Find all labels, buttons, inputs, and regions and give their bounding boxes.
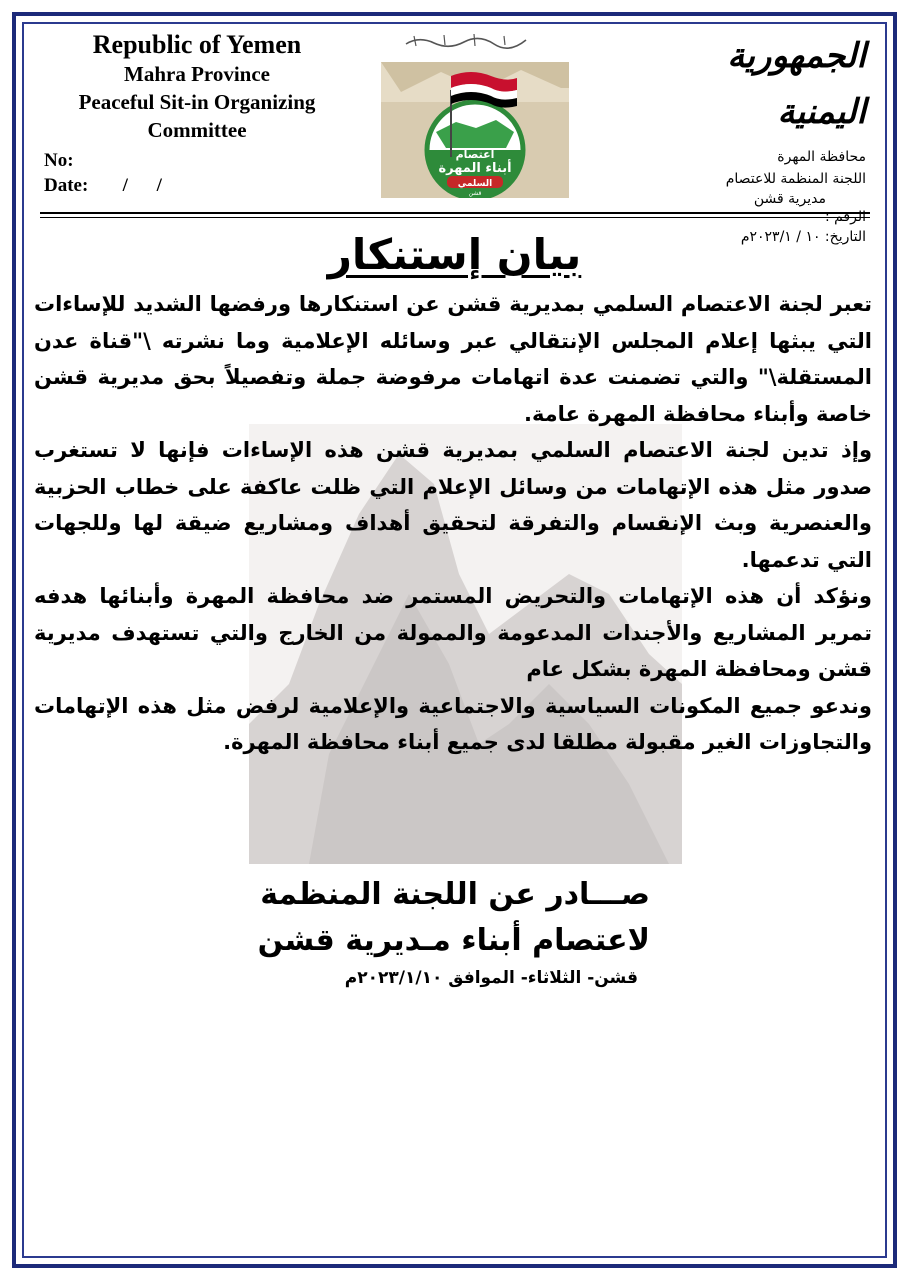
logo-text-4: قشن (468, 190, 482, 197)
date-line (44, 173, 176, 198)
header-divider-thin (40, 217, 870, 218)
letterhead-ar-number: الرقم : (824, 209, 866, 225)
date-separator: / (122, 175, 128, 196)
logo-text-1: اعتصام (455, 148, 495, 161)
sit-in-logo (381, 62, 569, 198)
signoff-issuer: صـــادر عن اللجنة المنظمة (260, 877, 650, 912)
letterhead-ar-district: مديرية قشن (753, 191, 826, 207)
logo-graphic (381, 62, 569, 198)
header-divider (40, 212, 870, 214)
statement-title (0, 226, 909, 284)
date-label: Date: (44, 175, 89, 196)
body-paragraph-2: وإذ تدين لجنة الاعتصام السلمي بمديرية قشن هذه الإساءات فإنها لا تستغرب صدور مثل هذه الإتهامات من وسائل الإعلام التي ظلت عاكفة على خطاب الحزبية والعنصرية وبث الإنقسام والتفرقة لتحقيق أهداف ومشاريع ضيقة لها وللجهات التي تدعمها. (34, 438, 872, 572)
basmala-calligraphy (404, 32, 528, 50)
letterhead-committee-1: Peaceful Sit-in Organizing (78, 90, 316, 114)
signoff-date: قشن- الثلاثاء- الموافق ٢٠٢٣/١/١٠م (344, 968, 638, 988)
date-separator: / (156, 175, 162, 196)
signoff-sitin: لاعتصام أبناء مـديرية قشن (257, 923, 650, 958)
logo-text-3: السلمي (457, 179, 493, 189)
number-date-block (44, 148, 176, 198)
letterhead-calligraphy: الجمهورية اليمنية (727, 36, 866, 132)
statement-body (34, 286, 872, 761)
letterhead-republic: Republic of Yemen (92, 30, 302, 59)
letterhead-arabic (640, 28, 866, 248)
letterhead-english (42, 30, 352, 144)
letterhead-province: Mahra Province (124, 62, 270, 86)
letterhead-committee-2: Committee (147, 118, 247, 142)
logo-text-2: أبناء المهرة (438, 161, 512, 176)
signoff-block (220, 872, 650, 992)
letterhead-ar-committee: اللجنة المنظمة للاعتصام (725, 171, 866, 187)
letterhead-ar-date: التاريخ: ١٠ / ٢٠٢٣/١م (740, 229, 866, 245)
body-paragraph-4: وندعو جميع المكونات السياسية والاجتماعية والإعلامية لرفض مثل هذه الإتهامات والتجاوزات الغير مقبولة مطلقا لدى جميع أبناء محافظة المهرة. (34, 693, 872, 754)
body-paragraph-3: ونؤكد أن هذه الإتهامات والتحريض المستمر ضد محافظة المهرة وأبنائها هدفه تمرير المشاريع والأجندات المدعومة والممولة من الخارج والتي تستهدف مديرية قشن ومحافظة المهرة بشكل عام (34, 584, 872, 681)
basmala-text: بسم الله الرحمن الرحيم (466, 48, 477, 49)
body-paragraph-1: تعبر لجنة الاعتصام السلمي بمديرية قشن عن استنكارها ورفضها الشديد للإساءات التي يبثها إعلام المجلس الإنتقالي عبر وسائله الإعلامية وما نشرته \"قناة عدن المستقلة\" والتي تضمنت عدة اتهامات مرفوضة جملة وتفصيلاً بحق مديرية قشن خاصة وأبناء محافظة المهرة عامة. (34, 292, 872, 426)
number-label: No: (44, 150, 74, 171)
statement-title-text: بيان إستنكار (327, 230, 582, 279)
letterhead-ar-province: محافظة المهرة (777, 149, 866, 165)
